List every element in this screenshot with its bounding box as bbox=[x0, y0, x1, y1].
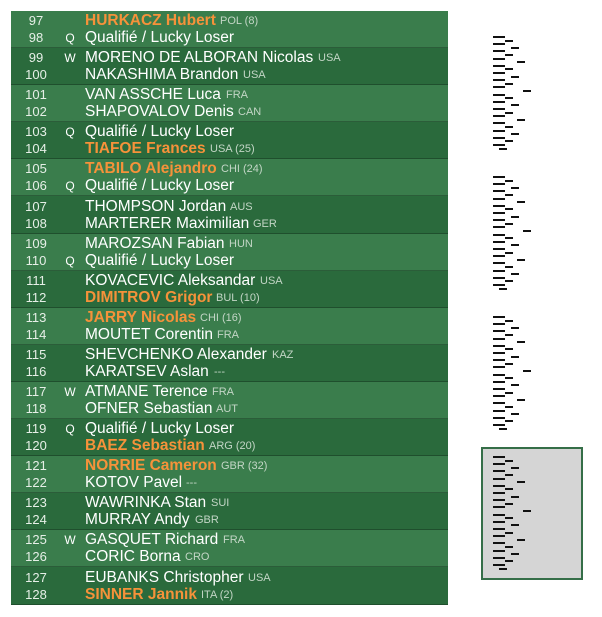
bracket-line bbox=[505, 320, 513, 322]
bracket-line bbox=[517, 119, 525, 121]
bracket-line bbox=[505, 532, 513, 534]
bracket-line bbox=[505, 68, 513, 70]
draw-row[interactable] bbox=[11, 140, 448, 158]
draw-row[interactable] bbox=[11, 474, 448, 492]
player-name[interactable]: WAWRINKA Stan bbox=[85, 494, 207, 511]
bracket-line bbox=[505, 223, 513, 225]
bracket-line bbox=[493, 176, 505, 178]
bracket-line bbox=[511, 524, 519, 526]
draw-pair bbox=[11, 234, 448, 271]
player-country: GER bbox=[253, 218, 277, 230]
player-country: USA bbox=[248, 572, 271, 584]
draw-position-number: 126 bbox=[25, 549, 47, 564]
bracket-line bbox=[493, 388, 505, 390]
bracket-line bbox=[505, 252, 513, 254]
player-country: BUL (10) bbox=[216, 292, 260, 304]
draw-row[interactable] bbox=[11, 309, 448, 327]
bracket-line bbox=[505, 97, 513, 99]
bracket-line bbox=[505, 420, 513, 422]
draw-position-number: 110 bbox=[25, 253, 47, 268]
player-name[interactable]: Qualifié / Lucky Loser bbox=[85, 29, 235, 46]
bracket-line bbox=[505, 83, 513, 85]
player-name[interactable]: SHAPOVALOV Denis bbox=[85, 103, 234, 120]
bracket-line bbox=[493, 514, 505, 516]
draw-pair bbox=[11, 530, 448, 567]
bracket-line bbox=[505, 54, 513, 56]
bracket-line bbox=[523, 370, 531, 372]
draw-position-number: 108 bbox=[25, 216, 47, 231]
bracket-lines bbox=[485, 0, 602, 617]
player-country: USA bbox=[243, 69, 266, 81]
bracket-line bbox=[493, 470, 505, 472]
draw-pair bbox=[11, 308, 448, 345]
bracket-line bbox=[493, 183, 505, 185]
player-name[interactable]: Qualifié / Lucky Loser bbox=[85, 420, 235, 437]
bracket-line bbox=[493, 528, 505, 530]
draw-table bbox=[11, 11, 448, 605]
bracket-line bbox=[505, 237, 513, 239]
draw-position-number: 98 bbox=[28, 30, 44, 45]
player-name[interactable]: SHEVCHENKO Alexander bbox=[85, 346, 267, 363]
player-name[interactable]: Qualifié / Lucky Loser bbox=[85, 252, 235, 269]
entry-status: Q bbox=[65, 422, 75, 436]
bracket-line bbox=[493, 402, 505, 404]
player-country: USA bbox=[260, 275, 283, 287]
bracket-line bbox=[493, 255, 505, 257]
bracket-line bbox=[511, 384, 519, 386]
bracket-line bbox=[493, 381, 505, 383]
player-name[interactable]: SINNER Jannik bbox=[85, 586, 197, 603]
draw-pair bbox=[11, 382, 448, 419]
entry-status: W bbox=[64, 51, 76, 65]
player-country: USA (25) bbox=[210, 143, 255, 155]
draw-position-number: 120 bbox=[25, 438, 47, 453]
bracket-line bbox=[493, 190, 505, 192]
draw-position-number: 117 bbox=[25, 384, 47, 399]
draw-row[interactable] bbox=[11, 29, 448, 47]
draw-row[interactable] bbox=[11, 160, 448, 178]
draw-row[interactable] bbox=[11, 252, 448, 270]
bracket-line bbox=[493, 478, 505, 480]
bracket-line bbox=[493, 43, 505, 45]
bracket-line bbox=[493, 424, 505, 426]
bracket-line bbox=[517, 201, 525, 203]
draw-row[interactable] bbox=[11, 494, 448, 512]
bracket-line bbox=[523, 230, 531, 232]
player-country: FRA bbox=[223, 534, 245, 546]
draw-row[interactable] bbox=[11, 49, 448, 67]
draw-position-number: 107 bbox=[25, 199, 47, 214]
player-name[interactable]: THOMPSON Jordan bbox=[85, 198, 227, 215]
draw-row[interactable] bbox=[11, 235, 448, 253]
player-name[interactable]: NORRIE Cameron bbox=[85, 457, 217, 474]
bracket-line bbox=[493, 330, 505, 332]
bracket-line bbox=[493, 101, 505, 103]
draw-row[interactable] bbox=[11, 586, 448, 604]
player-country: AUT bbox=[216, 403, 238, 415]
bracket-line bbox=[493, 108, 505, 110]
draw-row[interactable] bbox=[11, 437, 448, 455]
bracket-line bbox=[493, 410, 505, 412]
bracket-line bbox=[493, 284, 505, 286]
bracket-line bbox=[511, 216, 519, 218]
player-name[interactable]: MAROZSAN Fabian bbox=[85, 235, 225, 252]
player-name[interactable]: MURRAY Andy bbox=[85, 511, 190, 528]
bracket-line bbox=[511, 327, 519, 329]
player-name[interactable]: JARRY Nicolas bbox=[85, 309, 197, 326]
draw-row[interactable] bbox=[11, 289, 448, 307]
entry-status: Q bbox=[65, 31, 75, 45]
bracket-line bbox=[493, 417, 505, 419]
draw-row[interactable] bbox=[11, 569, 448, 587]
draw-position-number: 115 bbox=[25, 347, 47, 362]
player-name[interactable]: KARATSEV Aslan bbox=[85, 363, 209, 380]
bracket-line bbox=[505, 208, 513, 210]
draw-position-number: 102 bbox=[25, 104, 47, 119]
bracket-line bbox=[493, 262, 505, 264]
bracket-line bbox=[493, 564, 505, 566]
draw-position-number: 125 bbox=[25, 532, 47, 547]
player-country: ITA (2) bbox=[201, 589, 234, 601]
draw-position-number: 105 bbox=[25, 161, 47, 176]
player-name[interactable]: MOUTET Corentin bbox=[85, 326, 214, 343]
player-name[interactable]: DIMITROV Grigor bbox=[85, 289, 213, 306]
player-country: CAN bbox=[238, 106, 262, 118]
bracket-line bbox=[511, 413, 519, 415]
draw-row[interactable] bbox=[11, 511, 448, 529]
entry-status: Q bbox=[65, 254, 75, 268]
bracket-line bbox=[505, 488, 513, 490]
player-country: CHI (16) bbox=[200, 312, 242, 324]
draw-position-number: 104 bbox=[25, 141, 47, 156]
player-country: USA bbox=[318, 52, 341, 64]
bracket-line bbox=[493, 241, 505, 243]
bracket-line bbox=[505, 280, 513, 282]
bracket-line bbox=[493, 72, 505, 74]
bracket-line bbox=[493, 212, 505, 214]
draw-row[interactable] bbox=[11, 86, 448, 104]
player-country: CRO bbox=[185, 551, 210, 563]
bracket-line bbox=[517, 61, 525, 63]
player-name[interactable]: EUBANKS Christopher bbox=[85, 569, 244, 586]
bracket-line bbox=[523, 510, 531, 512]
player-name[interactable]: OFNER Sebastian bbox=[85, 400, 213, 417]
draw-row[interactable] bbox=[11, 177, 448, 195]
draw-row[interactable] bbox=[11, 363, 448, 381]
bracket-line bbox=[511, 187, 519, 189]
player-name[interactable]: Qualifié / Lucky Loser bbox=[85, 177, 235, 194]
draw-pair bbox=[11, 456, 448, 493]
player-country: KAZ bbox=[272, 349, 294, 361]
bracket-line bbox=[493, 130, 505, 132]
draw-position-number: 124 bbox=[25, 512, 47, 527]
player-country: SUI bbox=[211, 497, 230, 509]
bracket-line bbox=[505, 140, 513, 142]
draw-pair bbox=[11, 419, 448, 456]
bracket-line bbox=[511, 496, 519, 498]
bracket-line bbox=[511, 273, 519, 275]
bracket-line bbox=[493, 205, 505, 207]
bracket-line bbox=[493, 366, 505, 368]
player-name[interactable]: KOTOV Pavel bbox=[85, 474, 183, 491]
draw-row[interactable] bbox=[11, 457, 448, 475]
bracket-line bbox=[505, 474, 513, 476]
bracket-line bbox=[505, 377, 513, 379]
bracket-line bbox=[511, 47, 519, 49]
bracket-line bbox=[493, 86, 505, 88]
player-name[interactable]: HURKACZ Hubert bbox=[85, 12, 216, 29]
draw-pair bbox=[11, 345, 448, 382]
bracket-line bbox=[493, 542, 505, 544]
draw-pair bbox=[11, 197, 448, 234]
draw-position-number: 123 bbox=[25, 495, 47, 510]
bracket-line bbox=[517, 341, 525, 343]
draw-row[interactable] bbox=[11, 548, 448, 566]
bracket-line bbox=[505, 363, 513, 365]
bracket-line bbox=[505, 560, 513, 562]
draw-pair bbox=[11, 568, 448, 605]
draw-position-number: 97 bbox=[28, 13, 44, 28]
bracket-line bbox=[493, 248, 505, 250]
player-name[interactable]: TABILO Alejandro bbox=[85, 160, 217, 177]
bracket-line bbox=[493, 323, 505, 325]
bracket-line bbox=[493, 122, 505, 124]
draw-position-number: 101 bbox=[25, 87, 47, 102]
bracket-line bbox=[499, 148, 507, 150]
bracket-line bbox=[511, 467, 519, 469]
draw-position-number: 122 bbox=[25, 475, 47, 490]
entry-status: Q bbox=[65, 125, 75, 139]
bracket-line bbox=[505, 348, 513, 350]
bracket-line bbox=[511, 553, 519, 555]
bracket-line bbox=[517, 539, 525, 541]
draw-row[interactable] bbox=[11, 400, 448, 418]
bracket-line bbox=[511, 244, 519, 246]
draw-pair bbox=[11, 85, 448, 122]
player-name[interactable]: MORENO DE ALBORAN Nicolas bbox=[85, 49, 314, 66]
player-name[interactable]: GASQUET Richard bbox=[85, 531, 219, 548]
draw-row[interactable] bbox=[11, 531, 448, 549]
entry-status: W bbox=[64, 533, 76, 547]
bracket-line bbox=[493, 485, 505, 487]
player-name[interactable]: CORIC Borna bbox=[85, 548, 181, 565]
bracket-line bbox=[505, 406, 513, 408]
player-name[interactable]: VAN ASSCHE Luca bbox=[85, 86, 221, 103]
bracket-line bbox=[493, 58, 505, 60]
draw-pair bbox=[11, 271, 448, 308]
bracket-line bbox=[505, 460, 513, 462]
bracket-line bbox=[517, 399, 525, 401]
bracket-line bbox=[493, 115, 505, 117]
draw-position-number: 114 bbox=[25, 327, 47, 342]
player-country: FRA bbox=[226, 89, 248, 101]
bracket-line bbox=[523, 90, 531, 92]
bracket-line bbox=[493, 456, 505, 458]
draw-row[interactable] bbox=[11, 272, 448, 290]
player-name[interactable]: NAKASHIMA Brandon bbox=[85, 66, 239, 83]
bracket-line bbox=[493, 277, 505, 279]
draw-row[interactable] bbox=[11, 198, 448, 216]
draw-row[interactable] bbox=[11, 326, 448, 344]
draw-position-number: 111 bbox=[26, 273, 46, 288]
bracket-line bbox=[493, 144, 505, 146]
bracket-line bbox=[493, 198, 505, 200]
player-country: AUS bbox=[230, 201, 253, 213]
bracket-line bbox=[493, 345, 505, 347]
draw-position-number: 99 bbox=[28, 50, 44, 65]
bracket-line bbox=[499, 428, 507, 430]
bracket-line bbox=[505, 112, 513, 114]
bracket-line bbox=[505, 546, 513, 548]
bracket-line bbox=[493, 79, 505, 81]
draw-position-number: 128 bbox=[25, 587, 47, 602]
draw-row[interactable] bbox=[11, 420, 448, 438]
draw-position-number: 119 bbox=[25, 421, 47, 436]
player-country: FRA bbox=[217, 329, 239, 341]
draw-position-number: 103 bbox=[25, 124, 47, 139]
player-name[interactable]: BAEZ Sebastian bbox=[85, 437, 205, 454]
draw-row[interactable] bbox=[11, 103, 448, 121]
bracket-line bbox=[511, 133, 519, 135]
bracket-line bbox=[493, 226, 505, 228]
bracket-line bbox=[493, 352, 505, 354]
bracket-line bbox=[493, 50, 505, 52]
draw-row[interactable] bbox=[11, 346, 448, 364]
bracket-line bbox=[511, 104, 519, 106]
bracket-line bbox=[493, 270, 505, 272]
player-name[interactable]: KOVACEVIC Aleksandar bbox=[85, 272, 256, 289]
bracket-line bbox=[505, 503, 513, 505]
draw-pair bbox=[11, 11, 448, 48]
bracket-line bbox=[517, 481, 525, 483]
bracket-line bbox=[493, 65, 505, 67]
draw-position-number: 116 bbox=[25, 364, 47, 379]
bracket-line bbox=[499, 568, 507, 570]
draw-position-number: 109 bbox=[25, 236, 47, 251]
bracket-line bbox=[493, 463, 505, 465]
player-name[interactable]: ATMANE Terence bbox=[85, 383, 208, 400]
draw-position-number: 118 bbox=[25, 401, 47, 416]
bracket-line bbox=[493, 521, 505, 523]
bracket-line bbox=[493, 36, 505, 38]
bracket-line bbox=[505, 392, 513, 394]
bracket-line bbox=[493, 234, 505, 236]
bracket-line bbox=[493, 219, 505, 221]
draw-position-number: 127 bbox=[25, 570, 47, 585]
bracket-line bbox=[493, 137, 505, 139]
draw-position-number: 100 bbox=[25, 67, 47, 82]
draw-row[interactable] bbox=[11, 383, 448, 401]
bracket-line bbox=[505, 126, 513, 128]
player-name[interactable]: TIAFOE Frances bbox=[85, 140, 206, 157]
draw-position-number: 106 bbox=[25, 178, 47, 193]
draw-position-number: 121 bbox=[25, 458, 47, 473]
bracket-line bbox=[493, 94, 505, 96]
entry-status: Q bbox=[65, 179, 75, 193]
bracket-line bbox=[511, 356, 519, 358]
bracket-line bbox=[499, 288, 507, 290]
player-country: FRA bbox=[212, 386, 234, 398]
draw-row[interactable] bbox=[11, 215, 448, 233]
bracket-line bbox=[505, 180, 513, 182]
player-name[interactable]: Qualifié / Lucky Loser bbox=[85, 123, 235, 140]
bracket-line bbox=[493, 557, 505, 559]
bracket-line bbox=[505, 334, 513, 336]
bracket-line bbox=[505, 517, 513, 519]
player-name[interactable]: MARTERER Maximilian bbox=[85, 215, 250, 232]
bracket-line bbox=[493, 535, 505, 537]
bracket-line bbox=[493, 550, 505, 552]
draw-row[interactable] bbox=[11, 12, 448, 30]
player-country: GBR bbox=[195, 514, 219, 526]
draw-pair bbox=[11, 48, 448, 85]
player-country: GBR (32) bbox=[221, 460, 268, 472]
bracket-line bbox=[517, 259, 525, 261]
bracket-line bbox=[511, 76, 519, 78]
bracket-line bbox=[493, 338, 505, 340]
bracket-line bbox=[493, 395, 505, 397]
bracket-line bbox=[505, 266, 513, 268]
draw-pair bbox=[11, 493, 448, 530]
bracket-line bbox=[493, 316, 505, 318]
player-country: POL (8) bbox=[220, 15, 259, 27]
bracket-line bbox=[493, 492, 505, 494]
bracket-line bbox=[493, 499, 505, 501]
draw-position-number: 113 bbox=[25, 310, 47, 325]
draw-position-number: 112 bbox=[25, 290, 47, 305]
draw-pair bbox=[11, 122, 448, 159]
player-country: --- bbox=[214, 366, 225, 378]
bracket-line bbox=[505, 194, 513, 196]
bracket-line bbox=[493, 374, 505, 376]
bracket-line bbox=[505, 40, 513, 42]
bracket-line bbox=[493, 506, 505, 508]
player-country: ARG (20) bbox=[209, 440, 256, 452]
draw-row[interactable] bbox=[11, 123, 448, 141]
player-country: --- bbox=[186, 477, 197, 489]
entry-status: W bbox=[64, 385, 76, 399]
player-country: HUN bbox=[229, 238, 253, 250]
draw-row[interactable] bbox=[11, 66, 448, 84]
player-country: CHI (24) bbox=[221, 163, 263, 175]
draw-pair bbox=[11, 159, 448, 196]
bracket-line bbox=[493, 359, 505, 361]
